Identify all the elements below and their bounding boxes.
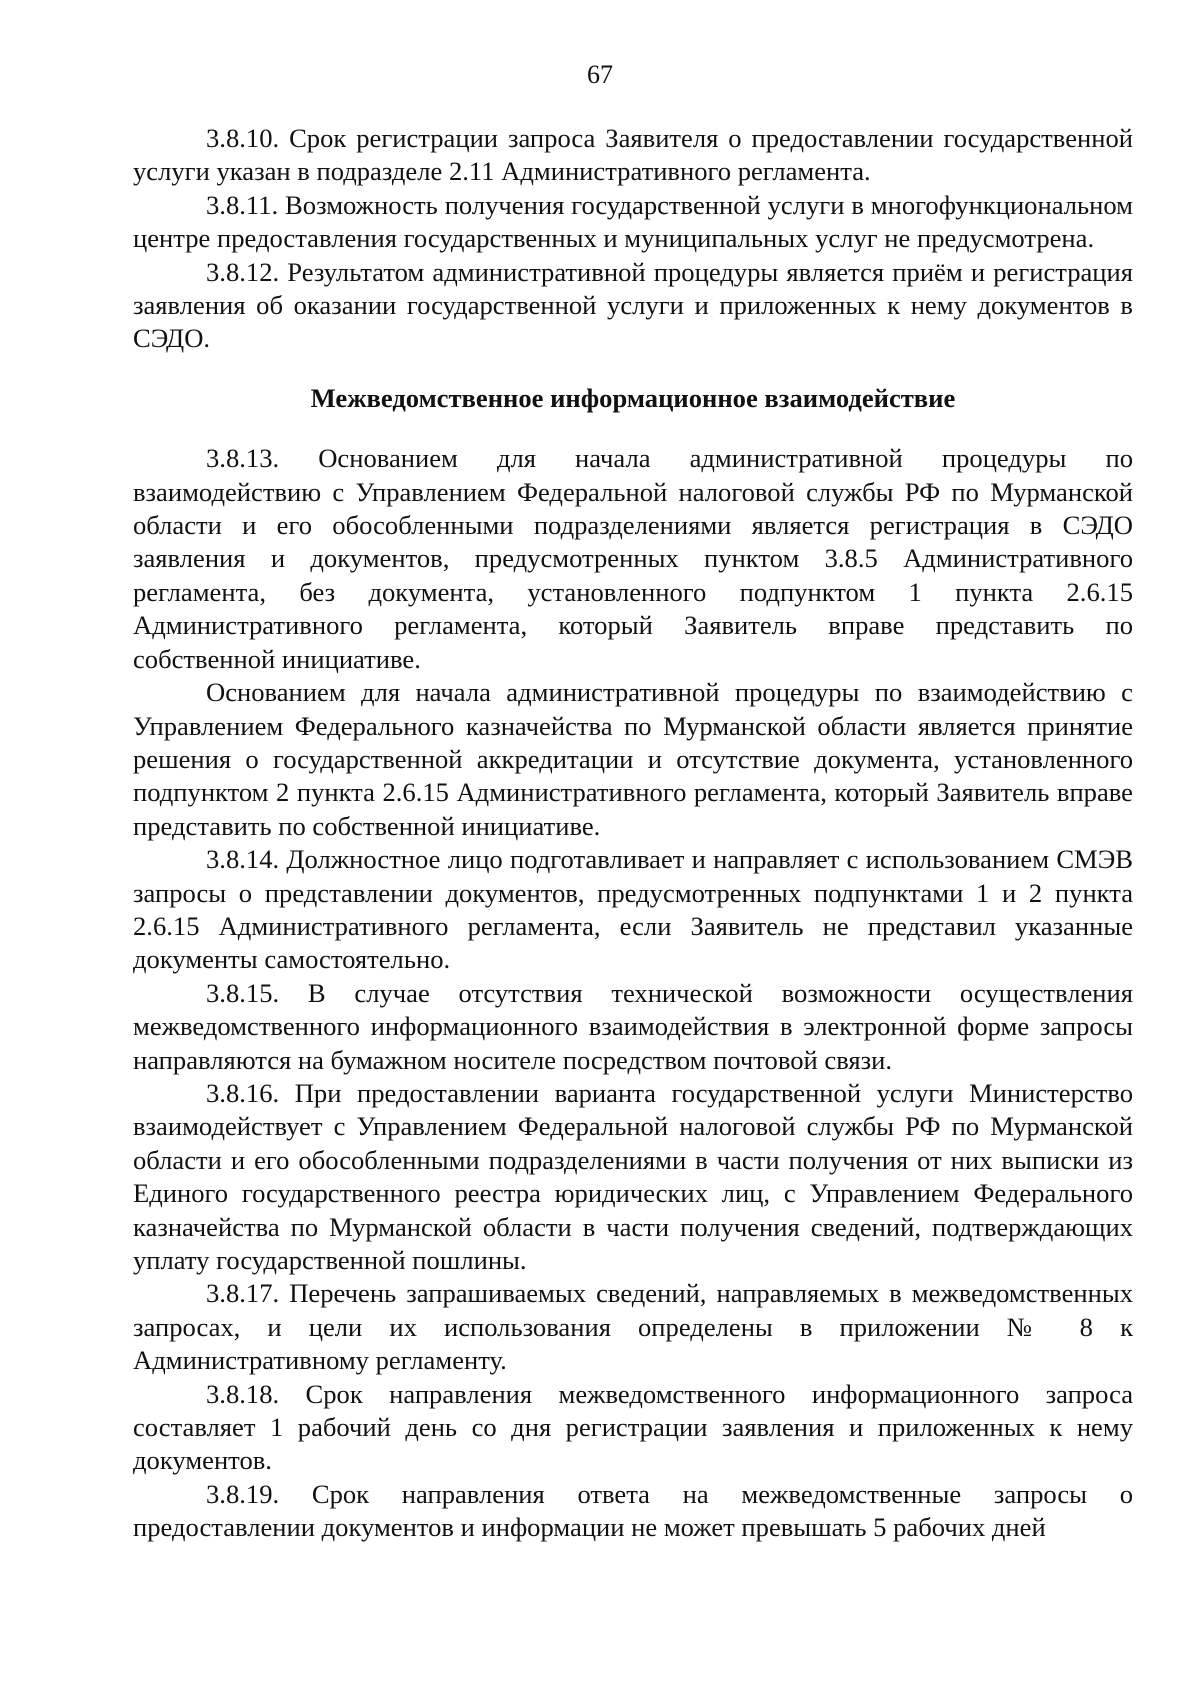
paragraph-3-8-19: 3.8.19. Срок направления ответа на межведомственные запросы о предоставлении документов и информации не может превышать 5 рабочих дней	[133, 1478, 1133, 1543]
section-heading: Межведомственное информационное взаимодействие	[310, 382, 956, 413]
paragraph-3-8-10: 3.8.10. Срок регистрации запроса Заявителя о предоставлении государственной услуги указан в подразделе 2.11 Административного регламента.	[133, 123, 1133, 187]
paragraph-3-8-14: 3.8.14. Должностное лицо подготавливает и направляет с использованием СМЭВ запросы о представлении документов, предусмотренных подпунктами 1 и 2 пункта 2.6.15 Административного регламента, если Заявитель не представил указанные документы самостоятельно.	[133, 844, 1133, 975]
page-number: 67	[587, 60, 613, 89]
document-body	[133, 122, 1133, 1545]
paragraph-3-8-12: 3.8.12. Результатом административной процедуры является приём и регистрация заявления об оказании государственной услуги и приложенных к нему документов в СЭДО.	[133, 256, 1133, 354]
paragraph-3-8-17: 3.8.17. Перечень запрашиваемых сведений, направляемых в межведомственных запросах, и цели их использования определены в приложении № 8 к Административному регламенту.	[133, 1278, 1133, 1376]
paragraph-3-8-18: 3.8.18. Срок направления межведомственного информационного запроса составляет 1 рабочий день со дня регистрации заявления и приложенных к нему документов.	[133, 1378, 1133, 1476]
paragraph-3-8-16: 3.8.16. При предоставлении варианта государственной услуги Министерство взаимодействует с Управлением Федеральной налоговой службы РФ по Мурманской области и его обособленными подразделениями в части получения от них выписки из Единого государственного реестра юридических лиц, с Управлением Федерального казначейства по Мурманской области в части получения сведений, подтверждающих уплату государственной пошлины.	[133, 1077, 1133, 1275]
paragraph-3-8-15: 3.8.15. В случае отсутствия технической возможности осуществления межведомственного информационного взаимодействия в электронной форме запросы направляются на бумажном носителе посредством почтовой связи.	[133, 977, 1133, 1075]
paragraph-3-8-11: 3.8.11. Возможность получения государственной услуги в многофункциональном центре предоставления государственных и муниципальных услуг не предусмотрена.	[133, 189, 1133, 254]
paragraph-3-8-13-continued: Основанием для начала административной процедуры по взаимодействию с Управлением Федерального казначейства по Мурманской области является принятие решения о государственной аккредитации и отсутствие документа, установленного подпунктом 2 пункта 2.6.15 Административного регламента, который Заявитель вправе представить по собственной инициативе.	[133, 677, 1133, 841]
paragraph-3-8-13: 3.8.13. Основанием для начала административной процедуры по взаимодействию с Управлением Федеральной налоговой службы РФ по Мурманской области и его обособленными подразделениями является регистрация в СЭДО заявления и документов, предусмотренных пунктом 3.8.5 Административного регламента, без документа, установленного подпунктом 1 пункта 2.6.15 Административного регламента, который Заявитель вправе представить по собственной инициативе.	[133, 443, 1133, 674]
